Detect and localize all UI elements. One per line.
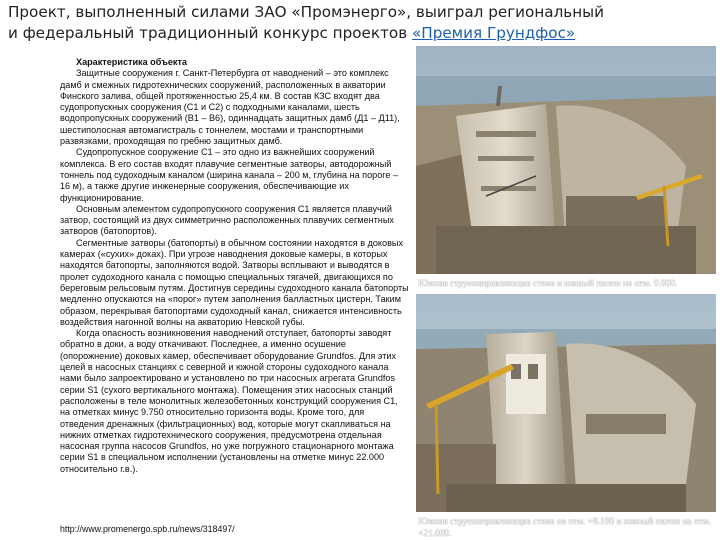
paragraph: Судопропускное сооружение С1 – это одно из важнейших сооружений комплекса. В его состав входят плавучие сегментные затворы, автодорожный тоннель под судоходным каналом (ширина канала – 200 м, глубина на пороге – 16 м), а также другие инженерные сооружения, обеспечивающие их функционирование. <box>60 147 399 203</box>
paragraph: Сегментные затворы (батопорты) в обычном состоянии находятся в доковых камерах («сухих» доках). При угрозе наводнения доковые камеры, в которых находятся батопорты, заполняются водой. Затворы всплывают и выводятся в пролет судоходного канала с помощью специальных тягачей, двигающихся по береговым рельсовым путям. Достигнув середины судоходного канала батопорты медленно опускаются на «порог» путем заполнения балластных цистерн. Таким образом, перекрывая батопортами судоходный канал, снижается интенсивность воздействия нагонной волны на акваторию Невской губы. <box>60 237 409 327</box>
page-title-text: Проект, выполненный силами ЗАО «Промэнерго», выиграл региональный и федеральный традиционный конкурс проектов <box>8 3 605 42</box>
article-body <box>60 57 410 475</box>
construction-photo-1 <box>416 46 716 274</box>
section-heading: Характеристика объекта <box>76 57 187 67</box>
paragraph: Основным элементом судопропускного сооружения С1 является плавучий затвор, состоящий из двух симметрично расположенных плавучих сегментных затворов (батопортов). <box>60 203 394 237</box>
source-link[interactable]: http://www.promenergo.spb.ru/news/318497/ <box>60 524 235 534</box>
construction-photo-2 <box>416 294 716 512</box>
paragraph: Защитные сооружения г. Санкт-Петербурга от наводнений – это комплекс дамб и смежных гидротехнических сооружений, расположенных в акватории Финского залива, общей протяженностью 25,4 км. В состав КЗС входят два судопропускных сооружения (С1 и С2) с подходными каналами, шесть водопропускных сооружений (В1 – В6), одиннадцать защитных дамб (Д1 – Д11), шестиполосная автомагистраль с тоннелем, мостами и транспортными развязками, проходящая по гребню защитных дамб. <box>60 68 400 147</box>
premium-link[interactable]: «Премия Грундфос» <box>411 24 576 42</box>
photo-caption-2: Южная струенаправляющая стена на отм. +8.100 и южный пилон на отм. +21.000. <box>418 517 711 539</box>
paragraph: Когда опасность возникновения наводнений отступает, батопорты заводят обратно в доки, а воду откачивают. Последнее, а именно осушение (опорожнение) доковых камер, обеспечивает оборудование Grundfos. Для этих целей в насосных станциях с северной и южной стороны судоходного канала нами было запроектировано и установлено по три насосных агрегата Grundfos серии S1 (сухого вертикального монтажа). Помещения этих насосных станций расположены в теле монолитных железобетонных конструкций сооружения С1, на отметках минус 9.750 относительно горизонта воды. Кроме того, для отведения дренажных (фильтрационных) вод, которые могут скапливаться на нижних отметках гидротехнического сооружения, предусмотрена отдельная насосная группа насосов Grundfos, но уже погружного стационарного монтажа серии S1 в специальном исполнении (установлены на отметке минус 22.000 относительно г.в.). <box>60 328 398 474</box>
page-title <box>8 2 608 44</box>
photo-caption-1: Южная струенаправляющая стена и южный пилон на отм. 0.000. <box>418 279 678 289</box>
